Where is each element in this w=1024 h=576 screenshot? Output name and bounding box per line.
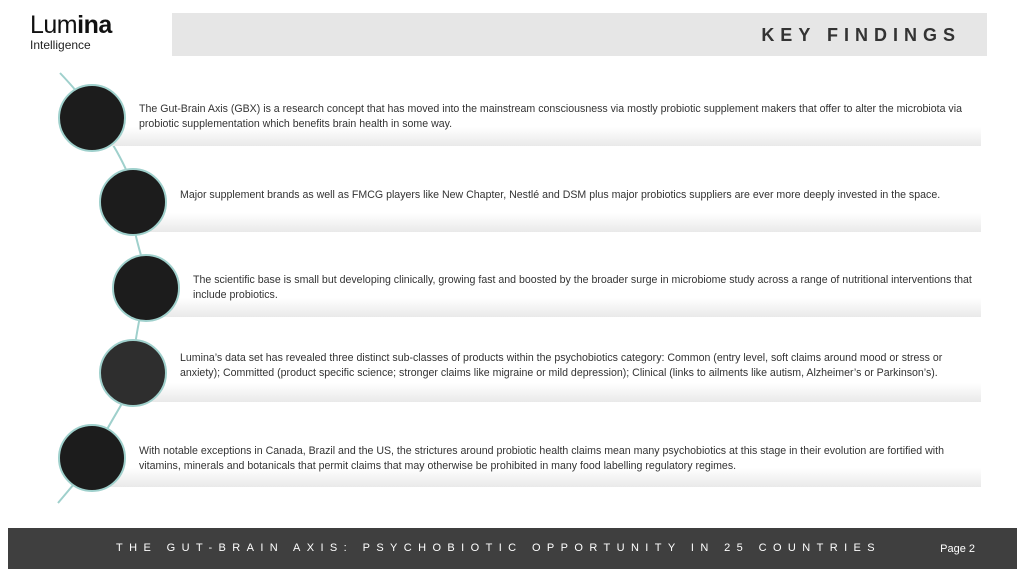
page-number: Page 2 (940, 543, 975, 555)
finding-bullet-1 (58, 84, 126, 152)
footer-bar (8, 528, 1017, 569)
lumina-logo (30, 12, 112, 52)
finding-text-3: The scientific base is small but developing clinically, growing fast and boosted by the broader surge in microbiome study across a range of nutritional interventions that include probiotics. (193, 274, 972, 301)
finding-bullet-3 (112, 254, 180, 322)
header-bar (172, 13, 987, 56)
footer-report-title: THE GUT-BRAIN AXIS: PSYCHOBIOTIC OPPORTUNITY IN 25 COUNTRIES (116, 542, 881, 554)
logo-wordmark: Lumina (30, 11, 112, 39)
finding-text-1: The Gut-Brain Axis (GBX) is a research concept that has moved into the mainstream consciousness via mostly probiotic supplement makers that offer to alter the microbiota via probiotic supplementation which benefits brain health in some way. (139, 103, 962, 130)
finding-bullet-4 (99, 339, 167, 407)
finding-text-5: With notable exceptions in Canada, Brazil and the US, the strictures around probiotic health claims mean many psychobiotics at this stage in their evolution are fortified with vitamins, minerals and botanicals that permit claims that may otherwise be prohibited in many food labelling regulatory regimes. (139, 445, 944, 472)
finding-bullet-2 (99, 168, 167, 236)
finding-text-2: Major supplement brands as well as FMCG players like New Chapter, Nestlé and DSM plus major probiotics suppliers are ever more deeply invested in the space. (180, 189, 941, 201)
finding-bullet-5 (58, 424, 126, 492)
logo-subtitle: Intelligence (30, 38, 91, 52)
page-title: KEY FINDINGS (761, 25, 961, 45)
finding-text-4: Lumina’s data set has revealed three distinct sub-classes of products within the psychobiotics category: Common (entry level, soft claims around mood or stress or anxiety); Committed (product specific science; stronger claims like migraine or mild depression); Clinical (links to ailments like autism, Alzheimer’s or Parkinson’s). (180, 352, 943, 379)
